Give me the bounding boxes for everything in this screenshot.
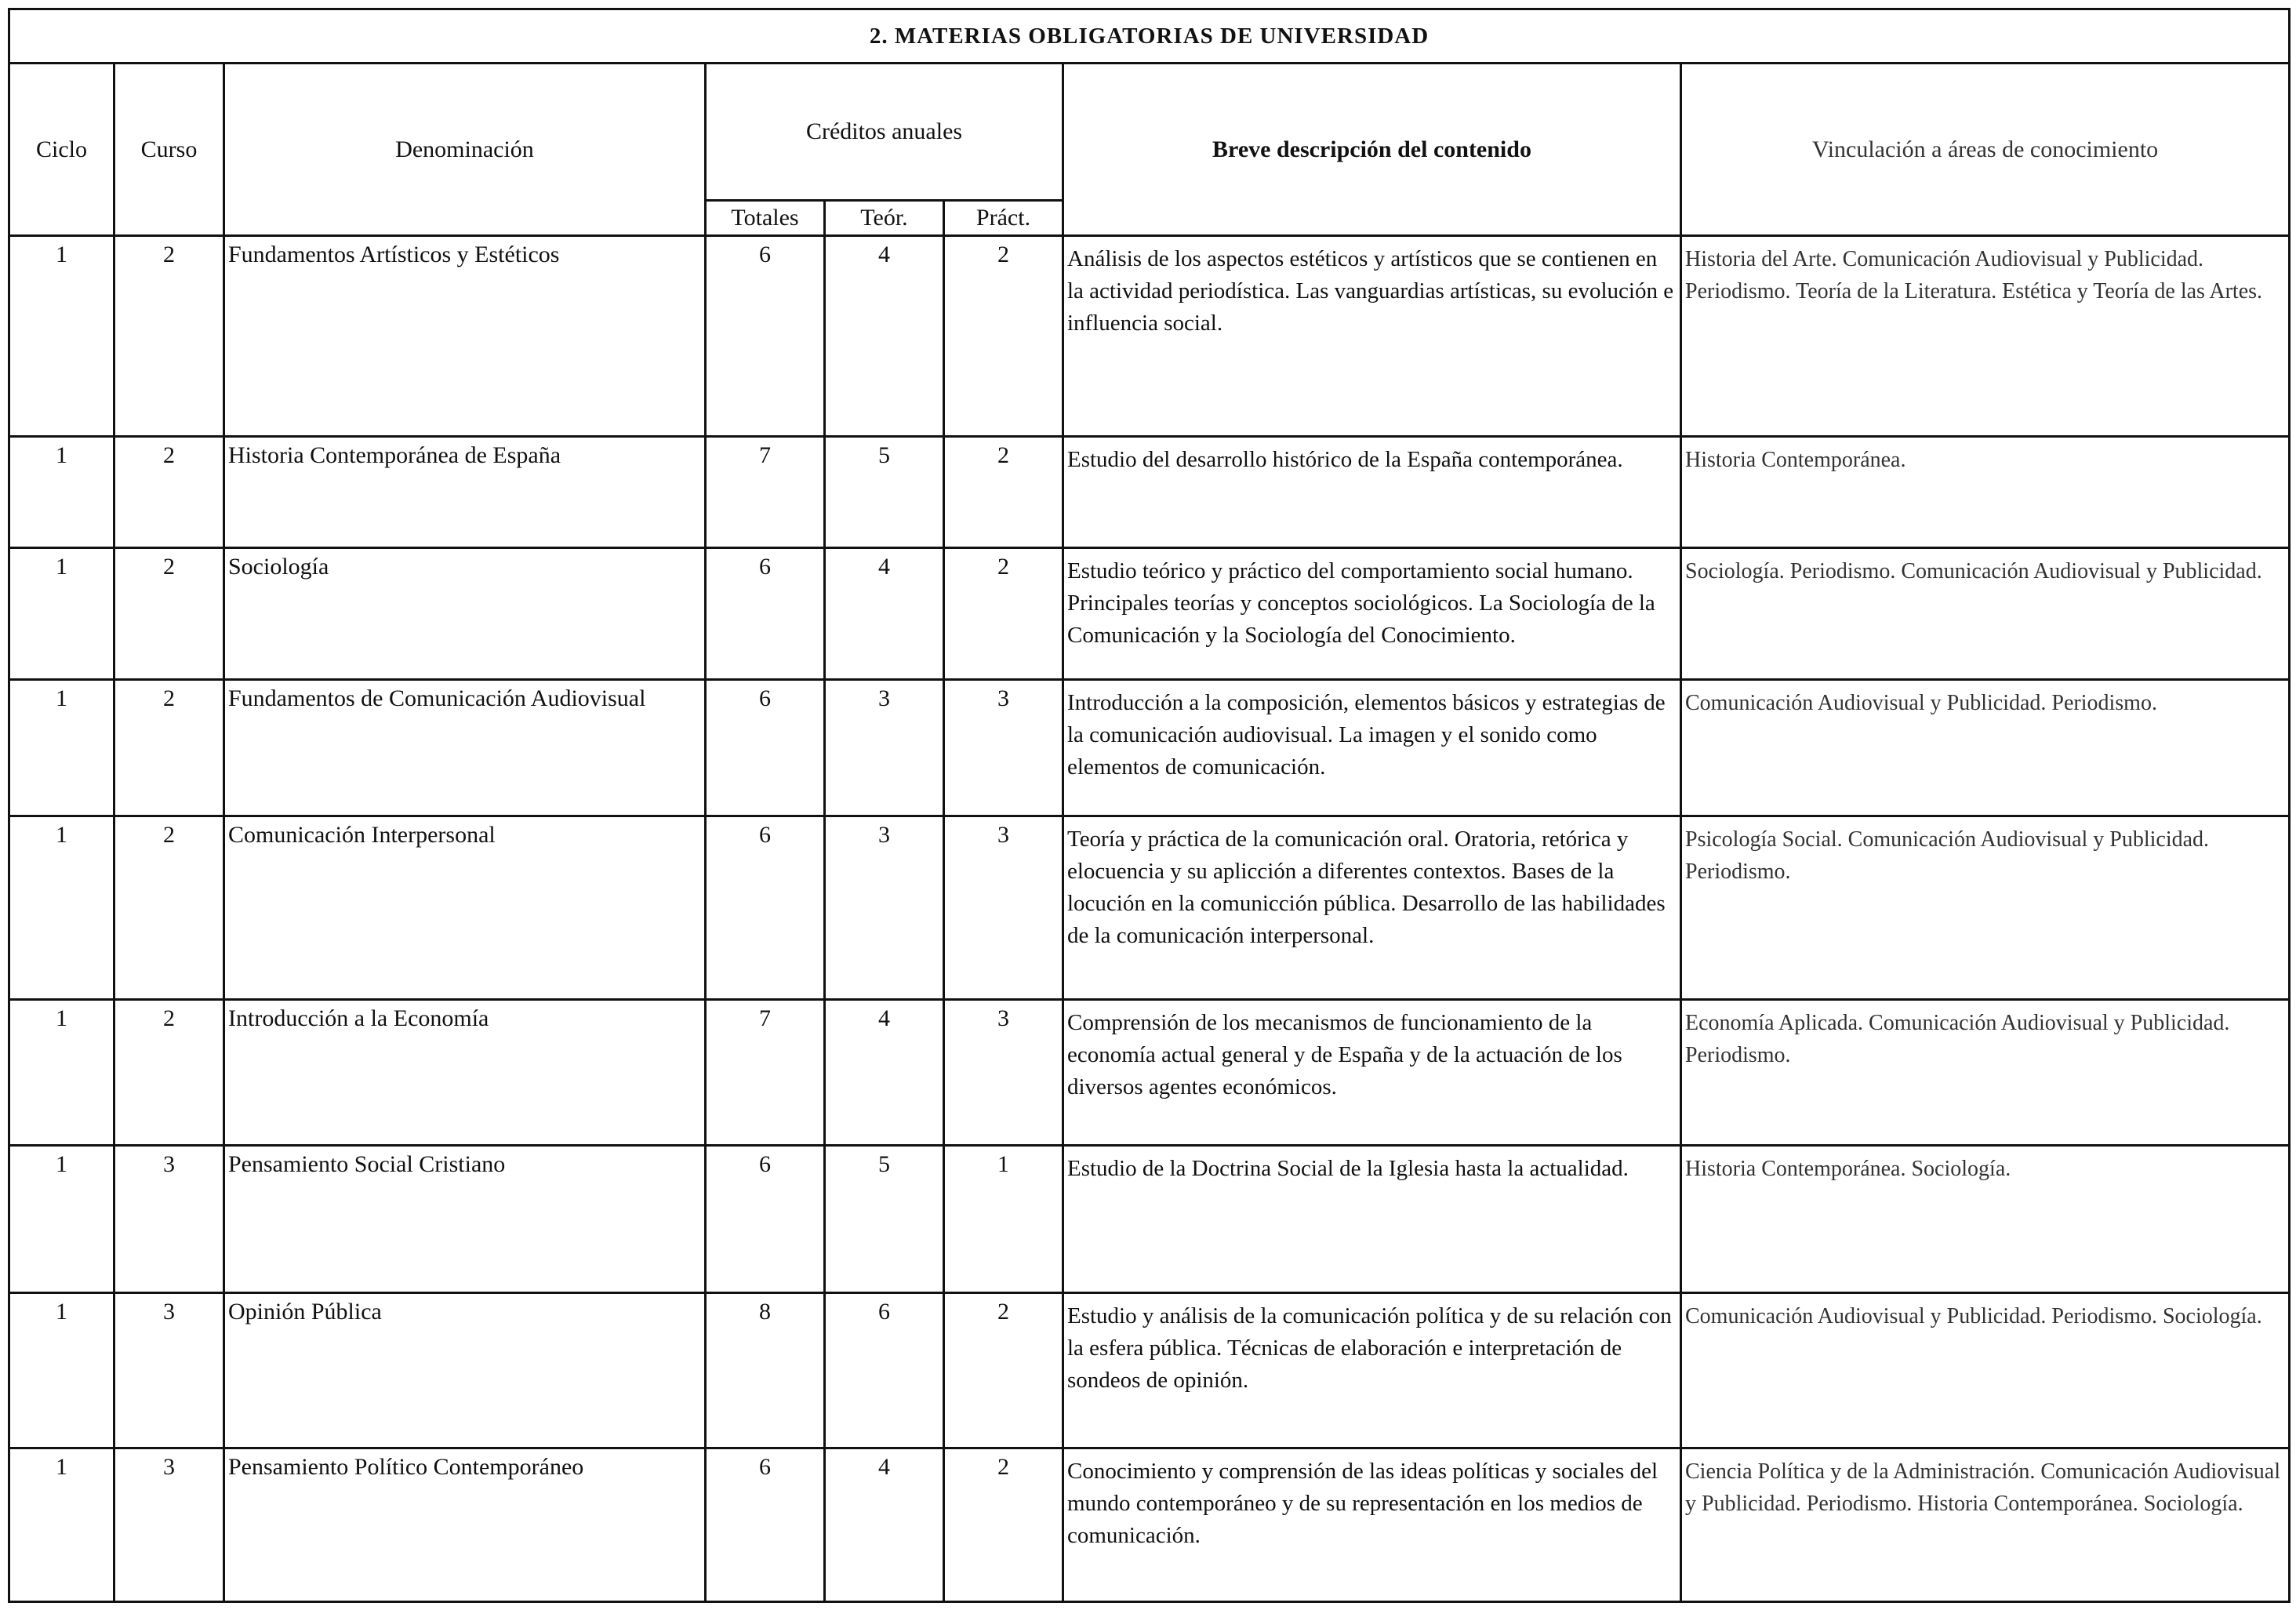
cell-teor: 3 xyxy=(825,816,944,1000)
cell-vinculacion: Comunicación Audiovisual y Publicidad. Periodismo. Sociología. xyxy=(1681,1293,2290,1448)
cell-totales: 8 xyxy=(706,1293,825,1448)
header-teor: Teór. xyxy=(825,201,944,236)
cell-totales: 6 xyxy=(706,236,825,437)
table-row xyxy=(9,1293,2290,1448)
cell-denominacion: Fundamentos Artísticos y Estéticos xyxy=(224,236,706,437)
cell-curso: 3 xyxy=(114,1146,224,1293)
cell-pract: 3 xyxy=(944,1000,1063,1146)
cell-vinculacion: Historia Contemporánea. Sociología. xyxy=(1681,1146,2290,1293)
cell-descripcion: Estudio de la Doctrina Social de la Iglesia hasta la actualidad. xyxy=(1063,1146,1681,1293)
cell-totales: 7 xyxy=(706,437,825,548)
cell-pract: 1 xyxy=(944,1146,1063,1293)
table-row xyxy=(9,437,2290,548)
subjects-table xyxy=(8,8,2291,1603)
cell-vinculacion: Historia del Arte. Comunicación Audiovisual y Publicidad. Periodismo. Teoría de la Literatura. Estética y Teoría de las Artes. xyxy=(1681,236,2290,437)
table-row xyxy=(9,548,2290,680)
cell-descripcion: Introducción a la composición, elementos básicos y estrategias de la comunicación audiovisual. La imagen y el sonido como elementos de comunicación. xyxy=(1063,680,1681,816)
header-descripcion: Breve descripción del contenido xyxy=(1063,64,1681,236)
table-row xyxy=(9,236,2290,437)
cell-vinculacion: Psicología Social. Comunicación Audiovisual y Publicidad. Periodismo. xyxy=(1681,816,2290,1000)
cell-pract: 2 xyxy=(944,236,1063,437)
cell-teor: 5 xyxy=(825,1146,944,1293)
cell-descripcion: Estudio del desarrollo histórico de la España contemporánea. xyxy=(1063,437,1681,548)
cell-denominacion: Introducción a la Economía xyxy=(224,1000,706,1146)
table-row xyxy=(9,1448,2290,1602)
cell-denominacion: Opinión Pública xyxy=(224,1293,706,1448)
header-curso: Curso xyxy=(114,64,224,236)
cell-totales: 6 xyxy=(706,1448,825,1602)
header-ciclo: Ciclo xyxy=(9,64,114,236)
header-vinculacion: Vinculación a áreas de conocimiento xyxy=(1681,64,2290,236)
cell-ciclo: 1 xyxy=(9,816,114,1000)
cell-pract: 2 xyxy=(944,1293,1063,1448)
cell-teor: 6 xyxy=(825,1293,944,1448)
cell-teor: 4 xyxy=(825,1000,944,1146)
cell-ciclo: 1 xyxy=(9,1293,114,1448)
cell-teor: 3 xyxy=(825,680,944,816)
cell-teor: 4 xyxy=(825,1448,944,1602)
cell-descripcion: Conocimiento y comprensión de las ideas políticas y sociales del mundo contemporáneo y de su representación en los medios de comunicación. xyxy=(1063,1448,1681,1602)
cell-curso: 2 xyxy=(114,680,224,816)
cell-descripcion: Teoría y práctica de la comunicación oral. Oratoria, retórica y elocuencia y su aplicción a diferentes contextos. Bases de la locución en la comunicción pública. Desarrollo de las habilidades de la comunicación interpersonal. xyxy=(1063,816,1681,1000)
table-row xyxy=(9,1146,2290,1293)
cell-curso: 2 xyxy=(114,1000,224,1146)
cell-totales: 7 xyxy=(706,1000,825,1146)
cell-pract: 3 xyxy=(944,680,1063,816)
cell-descripcion: Estudio y análisis de la comunicación política y de su relación con la esfera pública. Técnicas de elaboración e interpretación de sondeos de opinión. xyxy=(1063,1293,1681,1448)
header-pract: Práct. xyxy=(944,201,1063,236)
cell-teor: 4 xyxy=(825,236,944,437)
cell-curso: 2 xyxy=(114,816,224,1000)
cell-pract: 2 xyxy=(944,548,1063,680)
cell-ciclo: 1 xyxy=(9,1000,114,1146)
cell-vinculacion: Economía Aplicada. Comunicación Audiovisual y Publicidad. Periodismo. xyxy=(1681,1000,2290,1146)
cell-descripcion: Estudio teórico y práctico del comportamiento social humano. Principales teorías y conceptos sociológicos. La Sociología de la Comunicación y la Sociología del Conocimiento. xyxy=(1063,548,1681,680)
cell-curso: 3 xyxy=(114,1448,224,1602)
cell-vinculacion: Comunicación Audiovisual y Publicidad. Periodismo. xyxy=(1681,680,2290,816)
cell-descripcion: Comprensión de los mecanismos de funcionamiento de la economía actual general y de España y de la actuación de los diversos agentes económicos. xyxy=(1063,1000,1681,1146)
cell-totales: 6 xyxy=(706,548,825,680)
cell-descripcion: Análisis de los aspectos estéticos y artísticos que se contienen en la actividad periodística. Las vanguardias artísticas, su evolución e influencia social. xyxy=(1063,236,1681,437)
cell-curso: 2 xyxy=(114,548,224,680)
cell-teor: 4 xyxy=(825,548,944,680)
table-row xyxy=(9,816,2290,1000)
cell-totales: 6 xyxy=(706,816,825,1000)
cell-denominacion: Comunicación Interpersonal xyxy=(224,816,706,1000)
cell-pract: 3 xyxy=(944,816,1063,1000)
cell-totales: 6 xyxy=(706,1146,825,1293)
cell-vinculacion: Historia Contemporánea. xyxy=(1681,437,2290,548)
cell-vinculacion: Ciencia Política y de la Administración. Comunicación Audiovisual y Publicidad. Periodismo. Historia Contemporánea. Sociología. xyxy=(1681,1448,2290,1602)
cell-ciclo: 1 xyxy=(9,548,114,680)
cell-denominacion: Sociología xyxy=(224,548,706,680)
cell-denominacion: Historia Contemporánea de España xyxy=(224,437,706,548)
cell-denominacion: Fundamentos de Comunicación Audiovisual xyxy=(224,680,706,816)
cell-teor: 5 xyxy=(825,437,944,548)
header-totales: Totales xyxy=(706,201,825,236)
cell-pract: 2 xyxy=(944,437,1063,548)
header-denominacion: Denominación xyxy=(224,64,706,236)
table-row xyxy=(9,1000,2290,1146)
cell-totales: 6 xyxy=(706,680,825,816)
table-row xyxy=(9,680,2290,816)
cell-ciclo: 1 xyxy=(9,437,114,548)
document-title: 2. MATERIAS OBLIGATORIAS DE UNIVERSIDAD xyxy=(9,9,2290,64)
cell-denominacion: Pensamiento Político Contemporáneo xyxy=(224,1448,706,1602)
header-creditos-anuales: Créditos anuales xyxy=(706,64,1063,201)
cell-pract: 2 xyxy=(944,1448,1063,1602)
cell-curso: 2 xyxy=(114,437,224,548)
cell-ciclo: 1 xyxy=(9,1448,114,1602)
cell-vinculacion: Sociología. Periodismo. Comunicación Audiovisual y Publicidad. xyxy=(1681,548,2290,680)
cell-denominacion: Pensamiento Social Cristiano xyxy=(224,1146,706,1293)
cell-curso: 2 xyxy=(114,236,224,437)
document-sheet xyxy=(8,8,2288,1605)
cell-ciclo: 1 xyxy=(9,680,114,816)
cell-curso: 3 xyxy=(114,1293,224,1448)
cell-ciclo: 1 xyxy=(9,236,114,437)
cell-ciclo: 1 xyxy=(9,1146,114,1293)
